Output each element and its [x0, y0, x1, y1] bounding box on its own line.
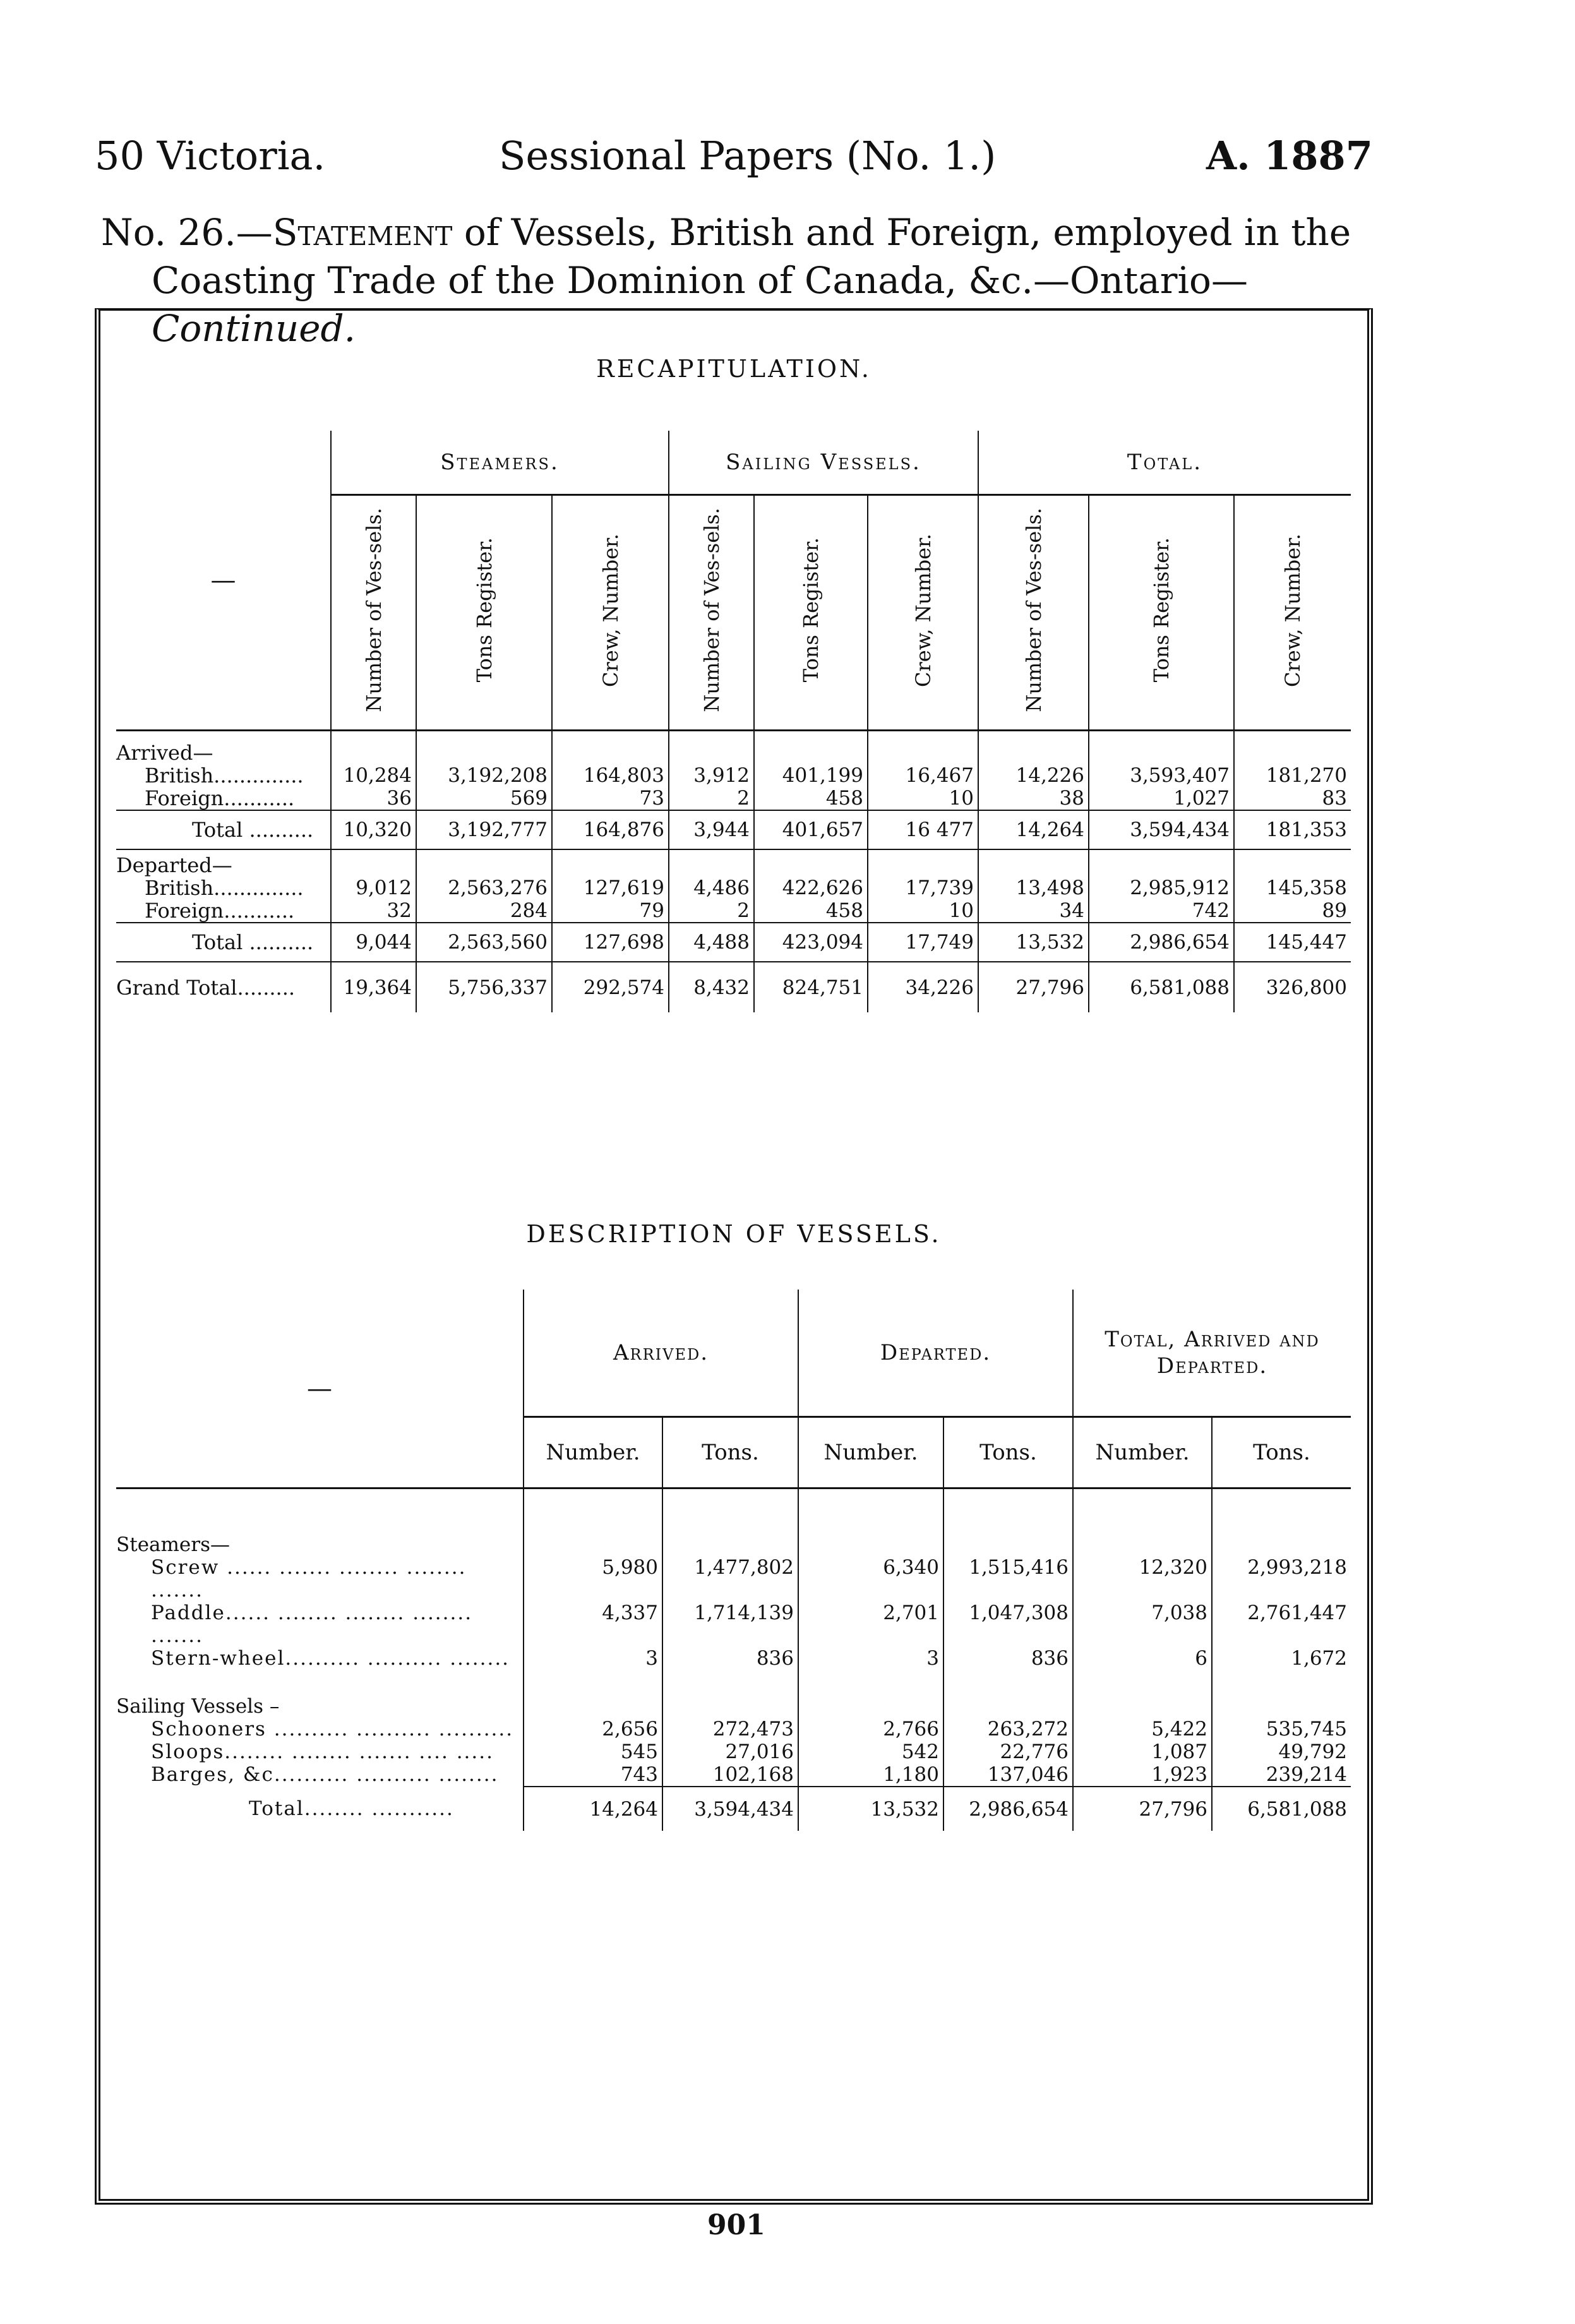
- table-cell: 4,488: [669, 923, 754, 962]
- table-cell: 49,792: [1212, 1740, 1351, 1763]
- table-cell: 1,515,416: [943, 1556, 1073, 1602]
- table-cell: 27,016: [662, 1740, 798, 1763]
- table-cell: 239,214: [1212, 1763, 1351, 1787]
- table-cell: [331, 731, 416, 765]
- table-cell: [1234, 731, 1351, 765]
- table-cell: 137,046: [943, 1763, 1073, 1787]
- table-cell: 7,038: [1073, 1602, 1212, 1647]
- recap-col-header: Crew, Number.: [1234, 495, 1351, 731]
- title-prefix: No. 26.—: [101, 211, 273, 254]
- table-cell: 742: [1089, 899, 1234, 923]
- table-cell: 1,180: [798, 1763, 943, 1787]
- desc-col-header: Tons.: [662, 1417, 798, 1488]
- table-cell: 2,985,912: [1089, 877, 1234, 899]
- title-continued: Continued.: [152, 307, 356, 350]
- table-cell: [552, 731, 669, 765]
- table-row: [116, 1763, 1351, 1787]
- table-cell: 89: [1234, 899, 1351, 923]
- table-row: [116, 1602, 1351, 1647]
- desc-col-header: Number.: [1073, 1417, 1212, 1488]
- row-label-arrived-british: British..............: [145, 764, 304, 788]
- table-cell: 14,264: [978, 810, 1089, 849]
- table-cell: 423,094: [754, 923, 868, 962]
- table-cell: 145,447: [1234, 923, 1351, 962]
- table-row: [116, 1488, 1351, 1557]
- row-label-departed-british: British..............: [145, 876, 304, 900]
- table-cell: 10,284: [331, 764, 416, 787]
- header-sessional-papers: Sessional Papers (No. 1.): [499, 133, 997, 179]
- table-cell: 17,749: [868, 923, 978, 962]
- table-cell: 36: [331, 787, 416, 810]
- table-cell: 32: [331, 899, 416, 923]
- table-cell: 6,581,088: [1212, 1787, 1351, 1831]
- table-cell: 34,226: [868, 962, 978, 1012]
- table-cell: 9,044: [331, 923, 416, 962]
- table-cell: 127,698: [552, 923, 669, 962]
- table-cell: 1,477,802: [662, 1556, 798, 1602]
- table-cell: 3,944: [669, 810, 754, 849]
- table-cell: 10,320: [331, 810, 416, 849]
- table-row: [116, 1556, 1351, 1602]
- header-year: A. 1887: [1206, 133, 1373, 179]
- table-cell: 535,745: [1212, 1718, 1351, 1740]
- title-line1-rest: of Vessels, British and Foreign, employed in the: [452, 211, 1351, 254]
- table-cell: [331, 849, 416, 877]
- table-cell: [798, 1670, 943, 1718]
- table-row: [116, 923, 1351, 962]
- table-cell: [1089, 731, 1234, 765]
- table-cell: 3,594,434: [662, 1787, 798, 1831]
- row-label-arrived-total: Total ..........: [116, 810, 331, 849]
- row-label-arrived-foreign: Foreign...........: [145, 786, 295, 810]
- table-cell: [552, 849, 669, 877]
- table-cell: 836: [943, 1647, 1073, 1670]
- table-cell: 6,581,088: [1089, 962, 1234, 1012]
- table-cell: 5,756,337: [416, 962, 552, 1012]
- table-cell: [524, 1670, 662, 1718]
- table-cell: 34: [978, 899, 1089, 923]
- desc-group-departed: Departed.: [798, 1290, 1073, 1417]
- recap-stub-header: —: [116, 431, 331, 731]
- table-cell: 2,993,218: [1212, 1556, 1351, 1602]
- row-label-barges: Barges, &c.......... .......... ........: [151, 1763, 499, 1786]
- table-cell: 2,563,276: [416, 877, 552, 899]
- title-statement: Statement: [272, 211, 453, 254]
- table-cell: 13,532: [798, 1787, 943, 1831]
- desc-col-header: Number.: [524, 1417, 662, 1488]
- recap-col-header: Crew, Number.: [868, 495, 978, 731]
- table-cell: 17,739: [868, 877, 978, 899]
- table-cell: [943, 1670, 1073, 1718]
- table-cell: 13,532: [978, 923, 1089, 962]
- table-cell: 16,467: [868, 764, 978, 787]
- table-row: [116, 1740, 1351, 1763]
- row-label-sloops: Sloops........ ........ ....... .... .....: [151, 1740, 494, 1763]
- table-cell: 743: [524, 1763, 662, 1787]
- table-cell: 422,626: [754, 877, 868, 899]
- row-label-arrived: Arrived—: [116, 741, 213, 765]
- table-cell: 326,800: [1234, 962, 1351, 1012]
- desc-stub-header: —: [116, 1290, 524, 1488]
- table-cell: 3: [524, 1647, 662, 1670]
- table-cell: 12,320: [1073, 1556, 1212, 1602]
- row-label-schooners: Schooners .......... .......... ..........: [151, 1718, 514, 1740]
- table-cell: 2: [669, 899, 754, 923]
- table-cell: 458: [754, 787, 868, 810]
- description-title: DESCRIPTION OF VESSELS.: [526, 1220, 942, 1248]
- description-table: [116, 1290, 1351, 1831]
- recap-col-header: Crew, Number.: [552, 495, 669, 731]
- table-cell: [868, 849, 978, 877]
- table-cell: 5,980: [524, 1556, 662, 1602]
- table-cell: 3,192,208: [416, 764, 552, 787]
- table-cell: 545: [524, 1740, 662, 1763]
- table-cell: 1,087: [1073, 1740, 1212, 1763]
- table-cell: 2,761,447: [1212, 1602, 1351, 1647]
- table-cell: 164,803: [552, 764, 669, 787]
- table-cell: 272,473: [662, 1718, 798, 1740]
- row-label-paddle: Paddle...... ........ ........ ........ .......: [151, 1602, 473, 1647]
- table-cell: 401,657: [754, 810, 868, 849]
- table-cell: 3: [798, 1647, 943, 1670]
- table-row: [116, 899, 1351, 923]
- table-cell: [978, 731, 1089, 765]
- table-cell: 4,337: [524, 1602, 662, 1647]
- recap-col-header: Number of Ves-sels.: [331, 495, 416, 731]
- table-cell: 14,226: [978, 764, 1089, 787]
- recapitulation-table: [116, 431, 1351, 1012]
- table-cell: [1073, 1670, 1212, 1718]
- table-cell: 8,432: [669, 962, 754, 1012]
- table-cell: 284: [416, 899, 552, 923]
- table-cell: 181,270: [1234, 764, 1351, 787]
- row-label-screw: Screw ...... ....... ........ ........ .......: [151, 1556, 467, 1602]
- table-cell: 22,776: [943, 1740, 1073, 1763]
- recapitulation-title: RECAPITULATION.: [596, 355, 871, 383]
- table-cell: 13,498: [978, 877, 1089, 899]
- table-cell: 83: [1234, 787, 1351, 810]
- table-cell: 2,766: [798, 1718, 943, 1740]
- table-cell: [416, 731, 552, 765]
- table-cell: [416, 849, 552, 877]
- table-cell: 263,272: [943, 1718, 1073, 1740]
- table-cell: 27,796: [978, 962, 1089, 1012]
- desc-col-header: Tons.: [943, 1417, 1073, 1488]
- table-cell: 2,986,654: [943, 1787, 1073, 1831]
- table-cell: 824,751: [754, 962, 868, 1012]
- header-session: 50 Victoria.: [95, 133, 326, 179]
- row-label-departed-total: Total ..........: [116, 923, 331, 962]
- table-row: [116, 877, 1351, 899]
- recap-col-header: Tons Register.: [754, 495, 868, 731]
- recap-col-header: Tons Register.: [1089, 495, 1234, 731]
- table-cell: 79: [552, 899, 669, 923]
- desc-col-header: Tons.: [1212, 1417, 1351, 1488]
- table-cell: [1073, 1488, 1212, 1557]
- table-cell: [754, 849, 868, 877]
- recap-col-header: Number of Ves-sels.: [669, 495, 754, 731]
- table-cell: 3,594,434: [1089, 810, 1234, 849]
- row-label-total: Total........ ...........: [249, 1797, 454, 1820]
- table-cell: 102,168: [662, 1763, 798, 1787]
- table-cell: 19,364: [331, 962, 416, 1012]
- table-cell: [943, 1488, 1073, 1557]
- table-row: [116, 1670, 1351, 1718]
- desc-group-total: Total, Arrived and Departed.: [1073, 1290, 1351, 1417]
- table-cell: [1212, 1488, 1351, 1557]
- page-number: 901: [707, 2209, 765, 2241]
- table-cell: 458: [754, 899, 868, 923]
- table-cell: 2,563,560: [416, 923, 552, 962]
- table-cell: 2,656: [524, 1718, 662, 1740]
- table-cell: [868, 731, 978, 765]
- table-cell: 1,714,139: [662, 1602, 798, 1647]
- table-cell: 542: [798, 1740, 943, 1763]
- row-label-departed: Departed—: [116, 849, 331, 877]
- table-cell: [662, 1670, 798, 1718]
- table-cell: 73: [552, 787, 669, 810]
- table-cell: [754, 731, 868, 765]
- table-row: [116, 810, 1351, 849]
- table-row: [116, 962, 1351, 1012]
- table-cell: 4,486: [669, 877, 754, 899]
- table-cell: 1,923: [1073, 1763, 1212, 1787]
- table-cell: [669, 849, 754, 877]
- table-cell: 401,199: [754, 764, 868, 787]
- table-cell: 16 477: [868, 810, 978, 849]
- table-row: [116, 1787, 1351, 1831]
- row-label-sailing-vessels: Sailing Vessels –: [116, 1695, 280, 1718]
- table-cell: [1234, 849, 1351, 877]
- table-cell: 569: [416, 787, 552, 810]
- table-cell: 2,986,654: [1089, 923, 1234, 962]
- table-cell: 6,340: [798, 1556, 943, 1602]
- table-cell: [524, 1488, 662, 1557]
- table-cell: 292,574: [552, 962, 669, 1012]
- table-cell: 3,912: [669, 764, 754, 787]
- table-cell: [798, 1488, 943, 1557]
- row-label-steamers: Steamers—: [116, 1533, 230, 1556]
- table-cell: 3,192,777: [416, 810, 552, 849]
- table-cell: 9,012: [331, 877, 416, 899]
- table-cell: 1,047,308: [943, 1602, 1073, 1647]
- desc-group-arrived: Arrived.: [524, 1290, 798, 1417]
- table-cell: 2,701: [798, 1602, 943, 1647]
- table-cell: 836: [662, 1647, 798, 1670]
- table-row: [116, 849, 1351, 877]
- table-cell: [669, 731, 754, 765]
- table-cell: 3,593,407: [1089, 764, 1234, 787]
- recap-col-header: Number of Ves-sels.: [978, 495, 1089, 731]
- table-cell: [978, 849, 1089, 877]
- table-cell: 14,264: [524, 1787, 662, 1831]
- table-row: [116, 1718, 1351, 1740]
- row-label-grand-total: Grand Total.........: [116, 962, 331, 1012]
- table-cell: 164,876: [552, 810, 669, 849]
- table-cell: [1212, 1670, 1351, 1718]
- table-cell: 127,619: [552, 877, 669, 899]
- recap-group-sailing: Sailing Vessels.: [669, 431, 978, 495]
- table-cell: [1089, 849, 1234, 877]
- row-label-departed-foreign: Foreign...........: [145, 899, 295, 923]
- recap-group-steamers: Steamers.: [331, 431, 669, 495]
- table-cell: 10: [868, 787, 978, 810]
- table-row: [116, 1647, 1351, 1670]
- table-cell: 27,796: [1073, 1787, 1212, 1831]
- table-row: [116, 764, 1351, 787]
- table-cell: [662, 1488, 798, 1557]
- table-cell: 38: [978, 787, 1089, 810]
- row-label-stern-wheel: Stern-wheel.......... .......... ........: [151, 1647, 510, 1670]
- table-cell: 5,422: [1073, 1718, 1212, 1740]
- table-cell: 2: [669, 787, 754, 810]
- title-line2: Coasting Trade of the Dominion of Canada, &c.—Ontario—Continued.: [152, 259, 1248, 350]
- desc-col-header: Number.: [798, 1417, 943, 1488]
- table-cell: 145,358: [1234, 877, 1351, 899]
- table-cell: 10: [868, 899, 978, 923]
- table-cell: 6: [1073, 1647, 1212, 1670]
- table-cell: 1,027: [1089, 787, 1234, 810]
- table-cell: 1,672: [1212, 1647, 1351, 1670]
- table-cell: 181,353: [1234, 810, 1351, 849]
- table-row: [116, 731, 1351, 765]
- recap-group-total: Total.: [978, 431, 1351, 495]
- table-row: [116, 787, 1351, 810]
- table-frame: [95, 308, 1373, 2205]
- recap-col-header: Tons Register.: [416, 495, 552, 731]
